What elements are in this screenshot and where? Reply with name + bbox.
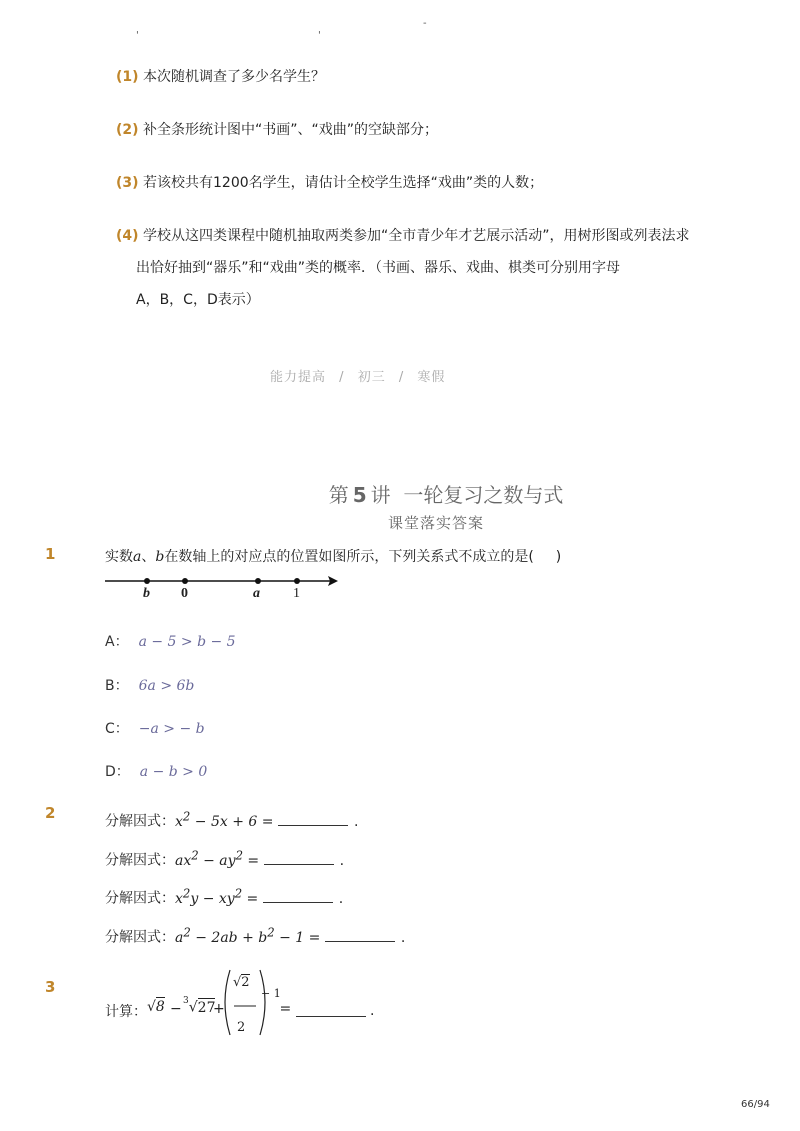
choice-c-letter: C： (105, 721, 129, 737)
question-3 (116, 172, 543, 192)
choice-b-expr: 6a > 6b (138, 678, 195, 694)
point-a (255, 578, 261, 584)
label-b: b (143, 586, 150, 601)
factor-item-4 (105, 925, 405, 947)
minus-sign: − (170, 1001, 182, 1017)
choice-a-letter: A： (105, 634, 129, 650)
choice-a[interactable] (105, 631, 236, 651)
problem-1-stem (105, 546, 561, 566)
cbrt-27: $^3$√27 (183, 996, 216, 1016)
expr-sup: 2 (234, 886, 243, 900)
lecture-title (316, 455, 563, 508)
course-banner (270, 366, 445, 385)
header-mark-3: - (423, 18, 427, 29)
page-number: 66/94 (741, 1099, 770, 1110)
question-1 (116, 66, 325, 86)
point-b (144, 578, 150, 584)
expr-sup: 2 (182, 809, 191, 823)
expr-part: x (175, 813, 183, 830)
expr-sup: 2 (183, 925, 191, 939)
choice-d-expr: a − b > 0 (139, 764, 208, 780)
right-paren (260, 970, 265, 1035)
stem-text: 实数 (105, 549, 133, 565)
factor-label: 分解因式： (105, 929, 175, 946)
expr-part: ax (175, 852, 192, 869)
label-0: 0 (181, 586, 188, 601)
question-4-line-3: A，B，C，D表示） (136, 292, 260, 308)
course-banner-sep-1: / (339, 370, 345, 385)
header-mark-2: ' (318, 30, 321, 41)
problem-2-number: 2 (45, 804, 56, 822)
stem-sep: 、 (141, 549, 156, 565)
course-banner-part2: 初三 (357, 370, 386, 385)
expr-part: − 1 = (274, 929, 325, 946)
header-mark-1: ' (136, 30, 139, 41)
choice-d[interactable] (105, 761, 207, 781)
expr-part: a (175, 929, 184, 946)
course-banner-sep-2: / (398, 370, 405, 385)
period: . (370, 1003, 375, 1019)
question-3-number: (3) (116, 175, 139, 191)
stem-text-2: 在数轴上的对应点的位置如图所示，下列关系式不成立的是( (164, 549, 534, 565)
var-a: a (133, 549, 142, 565)
course-banner-part3: 寒假 (417, 370, 446, 385)
choice-c[interactable] (105, 718, 205, 738)
fraction-denominator: 2 (237, 1020, 246, 1035)
cbrt-radicand: 27 (197, 999, 216, 1016)
sqrt-8-radicand: 8 (155, 999, 165, 1015)
choice-b-letter: B： (105, 678, 129, 694)
sqrt-8: √8 (147, 999, 165, 1015)
lecture-number: 5 (352, 483, 367, 507)
number-line (100, 570, 350, 610)
label-a: a (253, 586, 260, 601)
fraction-numerator: √2 (233, 975, 250, 990)
label-1: 1 (293, 586, 300, 601)
point-0 (182, 578, 188, 584)
cbrt-index: 3 (183, 996, 189, 1006)
question-3-text: 若该校共有1200名学生，请估计全校学生选择“戏曲”类的人数； (143, 175, 544, 191)
factor-item-3 (105, 886, 343, 908)
question-4-number: (4) (116, 228, 139, 244)
expr-part: = (242, 852, 264, 869)
answer-blank-3[interactable] (263, 889, 333, 903)
answer-blank-2[interactable] (264, 851, 334, 865)
factor-label: 分解因式： (105, 852, 175, 869)
expr-sup: 2 (182, 886, 191, 900)
left-paren (225, 970, 230, 1035)
expr-sup: 2 (267, 925, 275, 939)
period: . (338, 890, 344, 907)
expr-part: x (175, 890, 183, 907)
period: . (339, 852, 345, 869)
expr-part: − 5x + 6 = (190, 813, 278, 830)
expr-part: − ay (198, 852, 236, 869)
question-1-number: (1) (116, 69, 139, 85)
choice-d-letter: D： (105, 764, 130, 780)
var-b: b (155, 549, 165, 565)
period: . (400, 929, 406, 946)
compute-label: 计算： (105, 1004, 147, 1020)
expr-part: y − xy (190, 890, 235, 907)
factor-item-2 (105, 848, 344, 870)
problem-1-number: 1 (45, 545, 56, 563)
question-4-line-1: 学校从这四类课程中随机抽取两类参加“全市青少年才艺展示活动”，用树形图或列表法求 (143, 228, 690, 244)
expr-sup: 2 (191, 848, 199, 862)
answer-blank-5[interactable] (296, 1003, 366, 1017)
answer-paren: ) (555, 549, 562, 565)
question-2-number: (2) (116, 122, 139, 138)
answer-blank-1[interactable] (278, 812, 348, 826)
choice-a-expr: a − 5 > b − 5 (138, 634, 236, 650)
course-banner-part1: 能力提高 (270, 370, 327, 385)
factor-label: 分解因式： (105, 890, 175, 907)
point-1 (294, 578, 300, 584)
choice-c-expr: −a > − b (138, 721, 205, 737)
lecture-suffix: 讲 一轮复习之数与式 (370, 483, 564, 507)
answer-blank-4[interactable] (325, 928, 395, 942)
choice-b[interactable] (105, 675, 194, 695)
expr-part: − 2ab + b (190, 929, 268, 946)
question-2 (116, 119, 438, 139)
factor-item-1 (105, 809, 358, 831)
expr-sup: 2 (235, 848, 243, 862)
period: . (353, 813, 359, 830)
question-2-text: 补全条形统计图中“书画”、“戏曲”的空缺部分； (143, 122, 439, 138)
question-1-text: 本次随机调查了多少名学生？ (143, 69, 325, 85)
problem-3-number: 3 (45, 978, 56, 996)
question-4-line-2: 出恰好抽到“器乐”和“戏曲”类的概率．（书画、器乐、戏曲、棋类可分别用字母 (136, 260, 621, 276)
factor-label: 分解因式： (105, 813, 175, 830)
question-4 (116, 225, 690, 245)
exponent: − 1 (261, 987, 281, 1000)
plus-sign: + (213, 1001, 225, 1017)
section-title: 课堂落实答案 (388, 514, 485, 532)
expr-part: = (242, 890, 263, 907)
equals-sign: = (275, 1001, 296, 1017)
lecture-prefix: 第 (328, 483, 349, 507)
numerator-radicand: 2 (241, 975, 250, 990)
